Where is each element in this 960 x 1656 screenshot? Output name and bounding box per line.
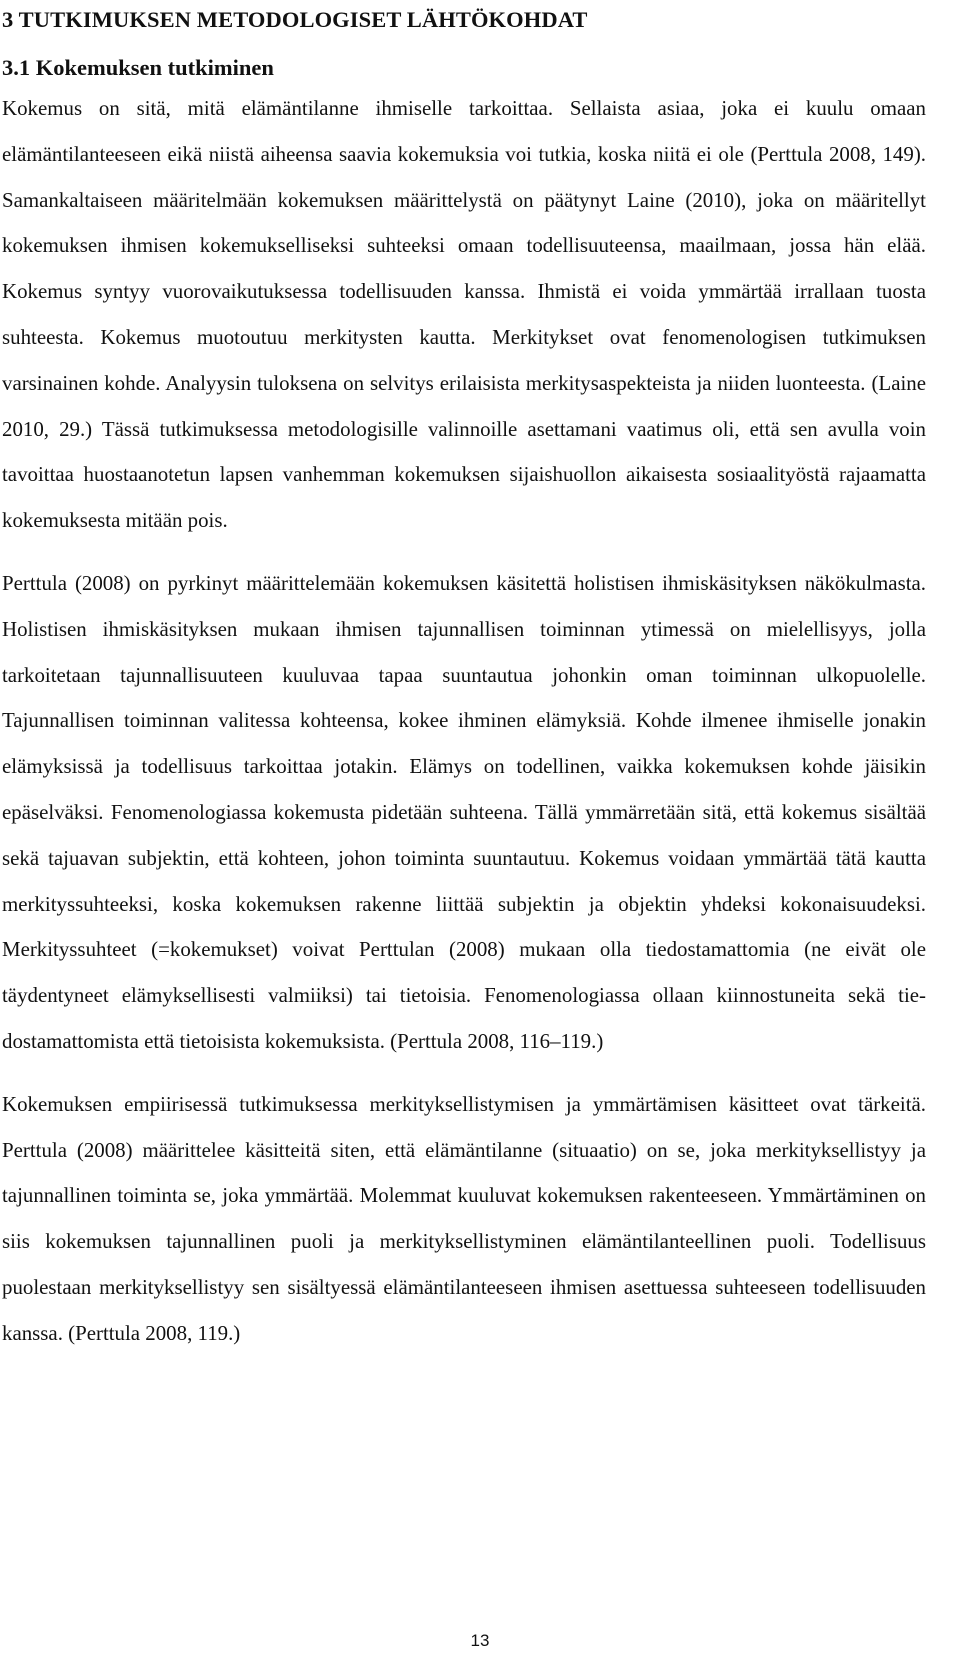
body-paragraph-1: Kokemus on sitä, mitä elämäntilanne ihmiselle tarkoittaa. Sellaista asiaa, joka ei kuulu omaan elämäntilanteeseen eikä niistä aiheensa saavia kokemuksia voi tutkia, koska niitä ei ole (Perttula 2008, 149). Samankaltaiseen määritelmään kokemuksen määrittelystä on päätynyt Laine (2010), joka on määritellyt kokemuksen ihmisen kokemukselliseksi suhteeksi omaan todellisuuteensa, maailmaan, jossa hän elää. Kokemus syntyy vuorovaikutuksessa todellisuuden kanssa. Ihmistä ei voida ymmärtää irrallaan tuosta suhteesta. Kokemus muotoutuu merkitysten kautta. Merkitykset ovat fenomenologisen tutkimuksen varsinainen kohde. Analyysin tuloksena on selvitys erilaisista merkitysaspekteista ja niiden luonteesta. (Laine 2010, 29.) Tässä tutkimuksessa metodologisille valinnoille asettamani vaatimus oli, että sen avulla voin tavoittaa huostaanotetun lapsen vanhemman kokemuksen sijaishuollon aikaisesta sosiaalityöstä rajaamatta kokemuksesta mitään pois. [2,96,926,533]
body-paragraph-2: Perttula (2008) on pyrkinyt määrittelemään kokemuksen käsitettä holistisen ihmiskäsityksen näkökulmasta. Holistisen ihmiskäsityksen mukaan ihmisen tajunnallisen toiminnan ytimessä on mielellisyys, jolla tarkoitetaan tajunnallisuuteen kuuluvaa tapaa suuntautua johonkin oman toiminnan ulkopuolelle. Tajunnallisen toiminnan valitessa kohteensa, kokee ihminen elämyksiä. Kohde ilmenee ihmiselle jonakin elämyksissä ja todellisuus tarkoittaa jotakin. Elämys on todellinen, vaikka kokemuksen kohde jäisikin epäselväksi. Fenomenologiassa kokemusta pidetään suhteena. Tällä ymmärretään sitä, että kokemus sisältää sekä tajuavan subjektin, että kohteen, johon toiminta suuntautuu. Kokemus voidaan ymmärtää tätä kautta merkityssuhteeksi, koska kokemuksen rakenne liittää subjektin ja objektin yhdeksi kokonaisuudeksi. Merkityssuhteet (=kokemukset) voivat Perttulan (2008) mukaan olla tiedostamattomia (ne eivät ole täydentyneet elämyksellisesti valmiiksi) tai tietoisia. Fenomenologiassa ollaan kiinnostuneita sekä tiedostamattomista että tietoisista kokemuksista. (Perttula 2008, 116–119.) [2,570,926,1053]
section-title: 3.1 Kokemuksen tutkiminen [2,55,274,80]
page-number: 13 [470,1631,490,1650]
chapter-title: 3 TUTKIMUKSEN METODOLOGISET LÄHTÖKOHDAT [2,7,588,32]
body-paragraph-3: Kokemuksen empiirisessä tutkimuksessa merkityksellistymisen ja ymmärtämisen käsitteet ovat tärkeitä. Perttula (2008) määrittelee käsitteitä siten, että elämäntilanne (situaatio) on se, joka merkityksellistyy ja tajunnallinen toiminta se, joka ymmärtää. Molemmat kuuluvat kokemuksen rakenteeseen. Ymmärtäminen on siis kokemuksen tajunnallinen puoli ja merkityksellistyminen elämäntilanteellinen puoli. Todellisuus puolestaan merkityksellistyy sen sisältyessä elämäntilanteeseen ihmisen asettuessa suhteeseen todellisuuden kanssa. (Perttula 2008, 119.) [2,1091,926,1345]
